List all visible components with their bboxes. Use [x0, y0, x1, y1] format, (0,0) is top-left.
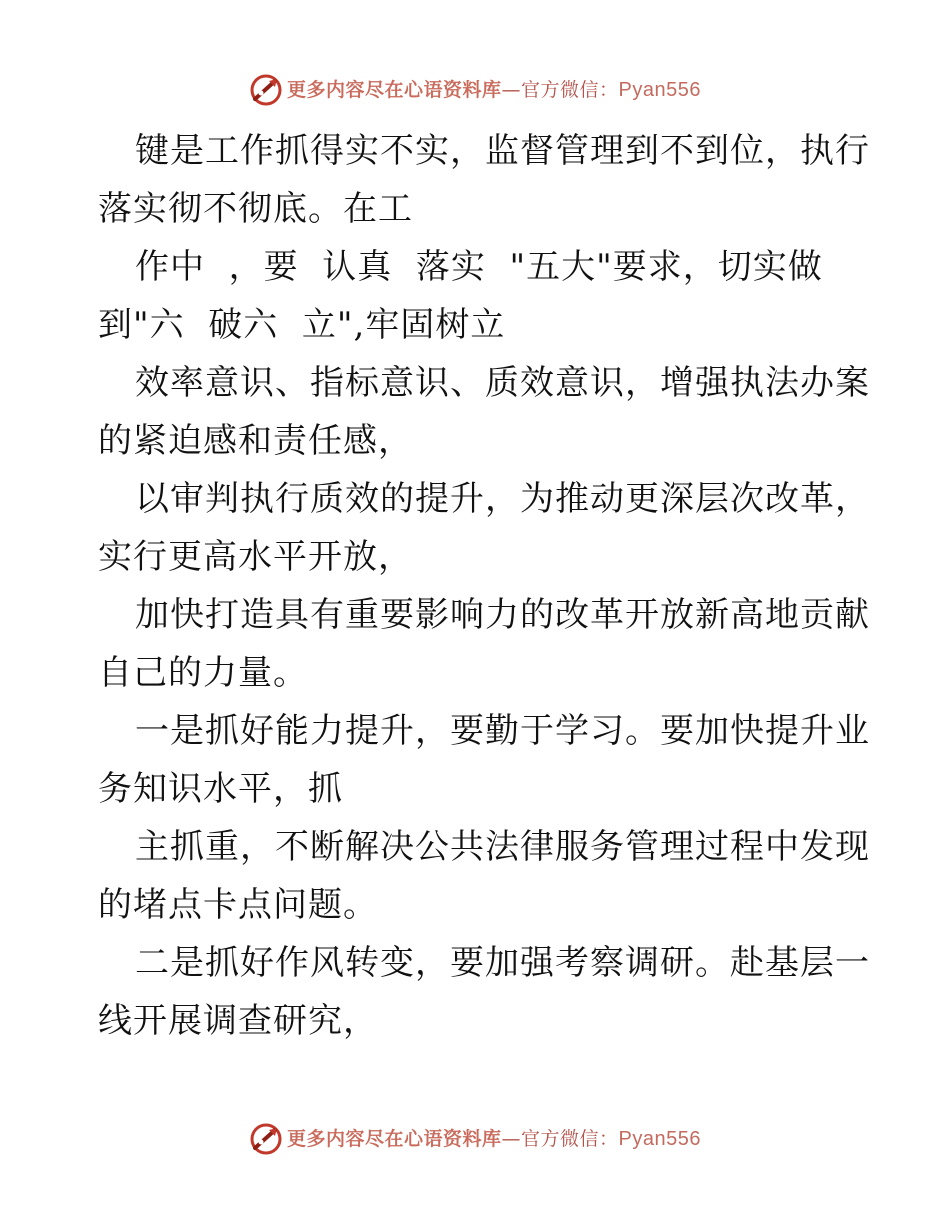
body-line: 一是抓好能力提升，要勤于学习。要加快提升业	[135, 711, 870, 751]
body-line: 以审判执行质效的提升，为推动更深层次改革，	[135, 479, 870, 519]
body-line: 加快打造具有重要影响力的改革开放新高地贡献	[135, 595, 870, 635]
footer-banner-text	[287, 1129, 701, 1149]
body-line: 的紧迫感和责任感，	[98, 421, 413, 461]
footer-banner-dash: —	[501, 1128, 522, 1150]
body-line: 落实彻不彻底。在工	[98, 189, 413, 229]
header-banner-main: 更多内容尽在心语资料库	[287, 79, 502, 101]
footer-banner-id: Pyan556	[618, 1128, 701, 1150]
footer-banner	[0, 1119, 950, 1159]
body-line: 到"六 破六 立",牢固树立	[98, 305, 506, 345]
header-banner-id: Pyan556	[618, 79, 701, 101]
pen-nib-logo-icon	[249, 1122, 283, 1156]
header-banner	[0, 70, 950, 110]
document-body	[98, 122, 870, 1050]
header-banner-dash: —	[501, 79, 522, 101]
body-line: 效率意识、指标意识、质效意识，增强执法办案	[135, 363, 870, 403]
pen-nib-logo-icon	[249, 73, 283, 107]
body-line: 作中 ，要 认真 落实 "五大"要求，切实做	[135, 247, 823, 287]
body-line: 的堵点卡点问题。	[98, 885, 378, 925]
footer-banner-sub: 官方微信：	[521, 1128, 619, 1150]
body-line: 主抓重，不断解决公共法律服务管理过程中发现	[135, 827, 870, 867]
body-line: 二是抓好作风转变，要加强考察调研。赴基层一	[135, 943, 870, 983]
footer-banner-main: 更多内容尽在心语资料库	[287, 1128, 502, 1150]
body-line: 键是工作抓得实不实，监督管理到不到位，执行	[135, 131, 870, 171]
body-line: 实行更高水平开放，	[98, 537, 413, 577]
header-banner-sub: 官方微信：	[521, 79, 619, 101]
body-line: 务知识水平，抓	[98, 769, 343, 809]
body-line: 自己的力量。	[98, 653, 308, 693]
body-line: 线开展调查研究，	[98, 1001, 378, 1041]
header-banner-text	[287, 80, 701, 100]
